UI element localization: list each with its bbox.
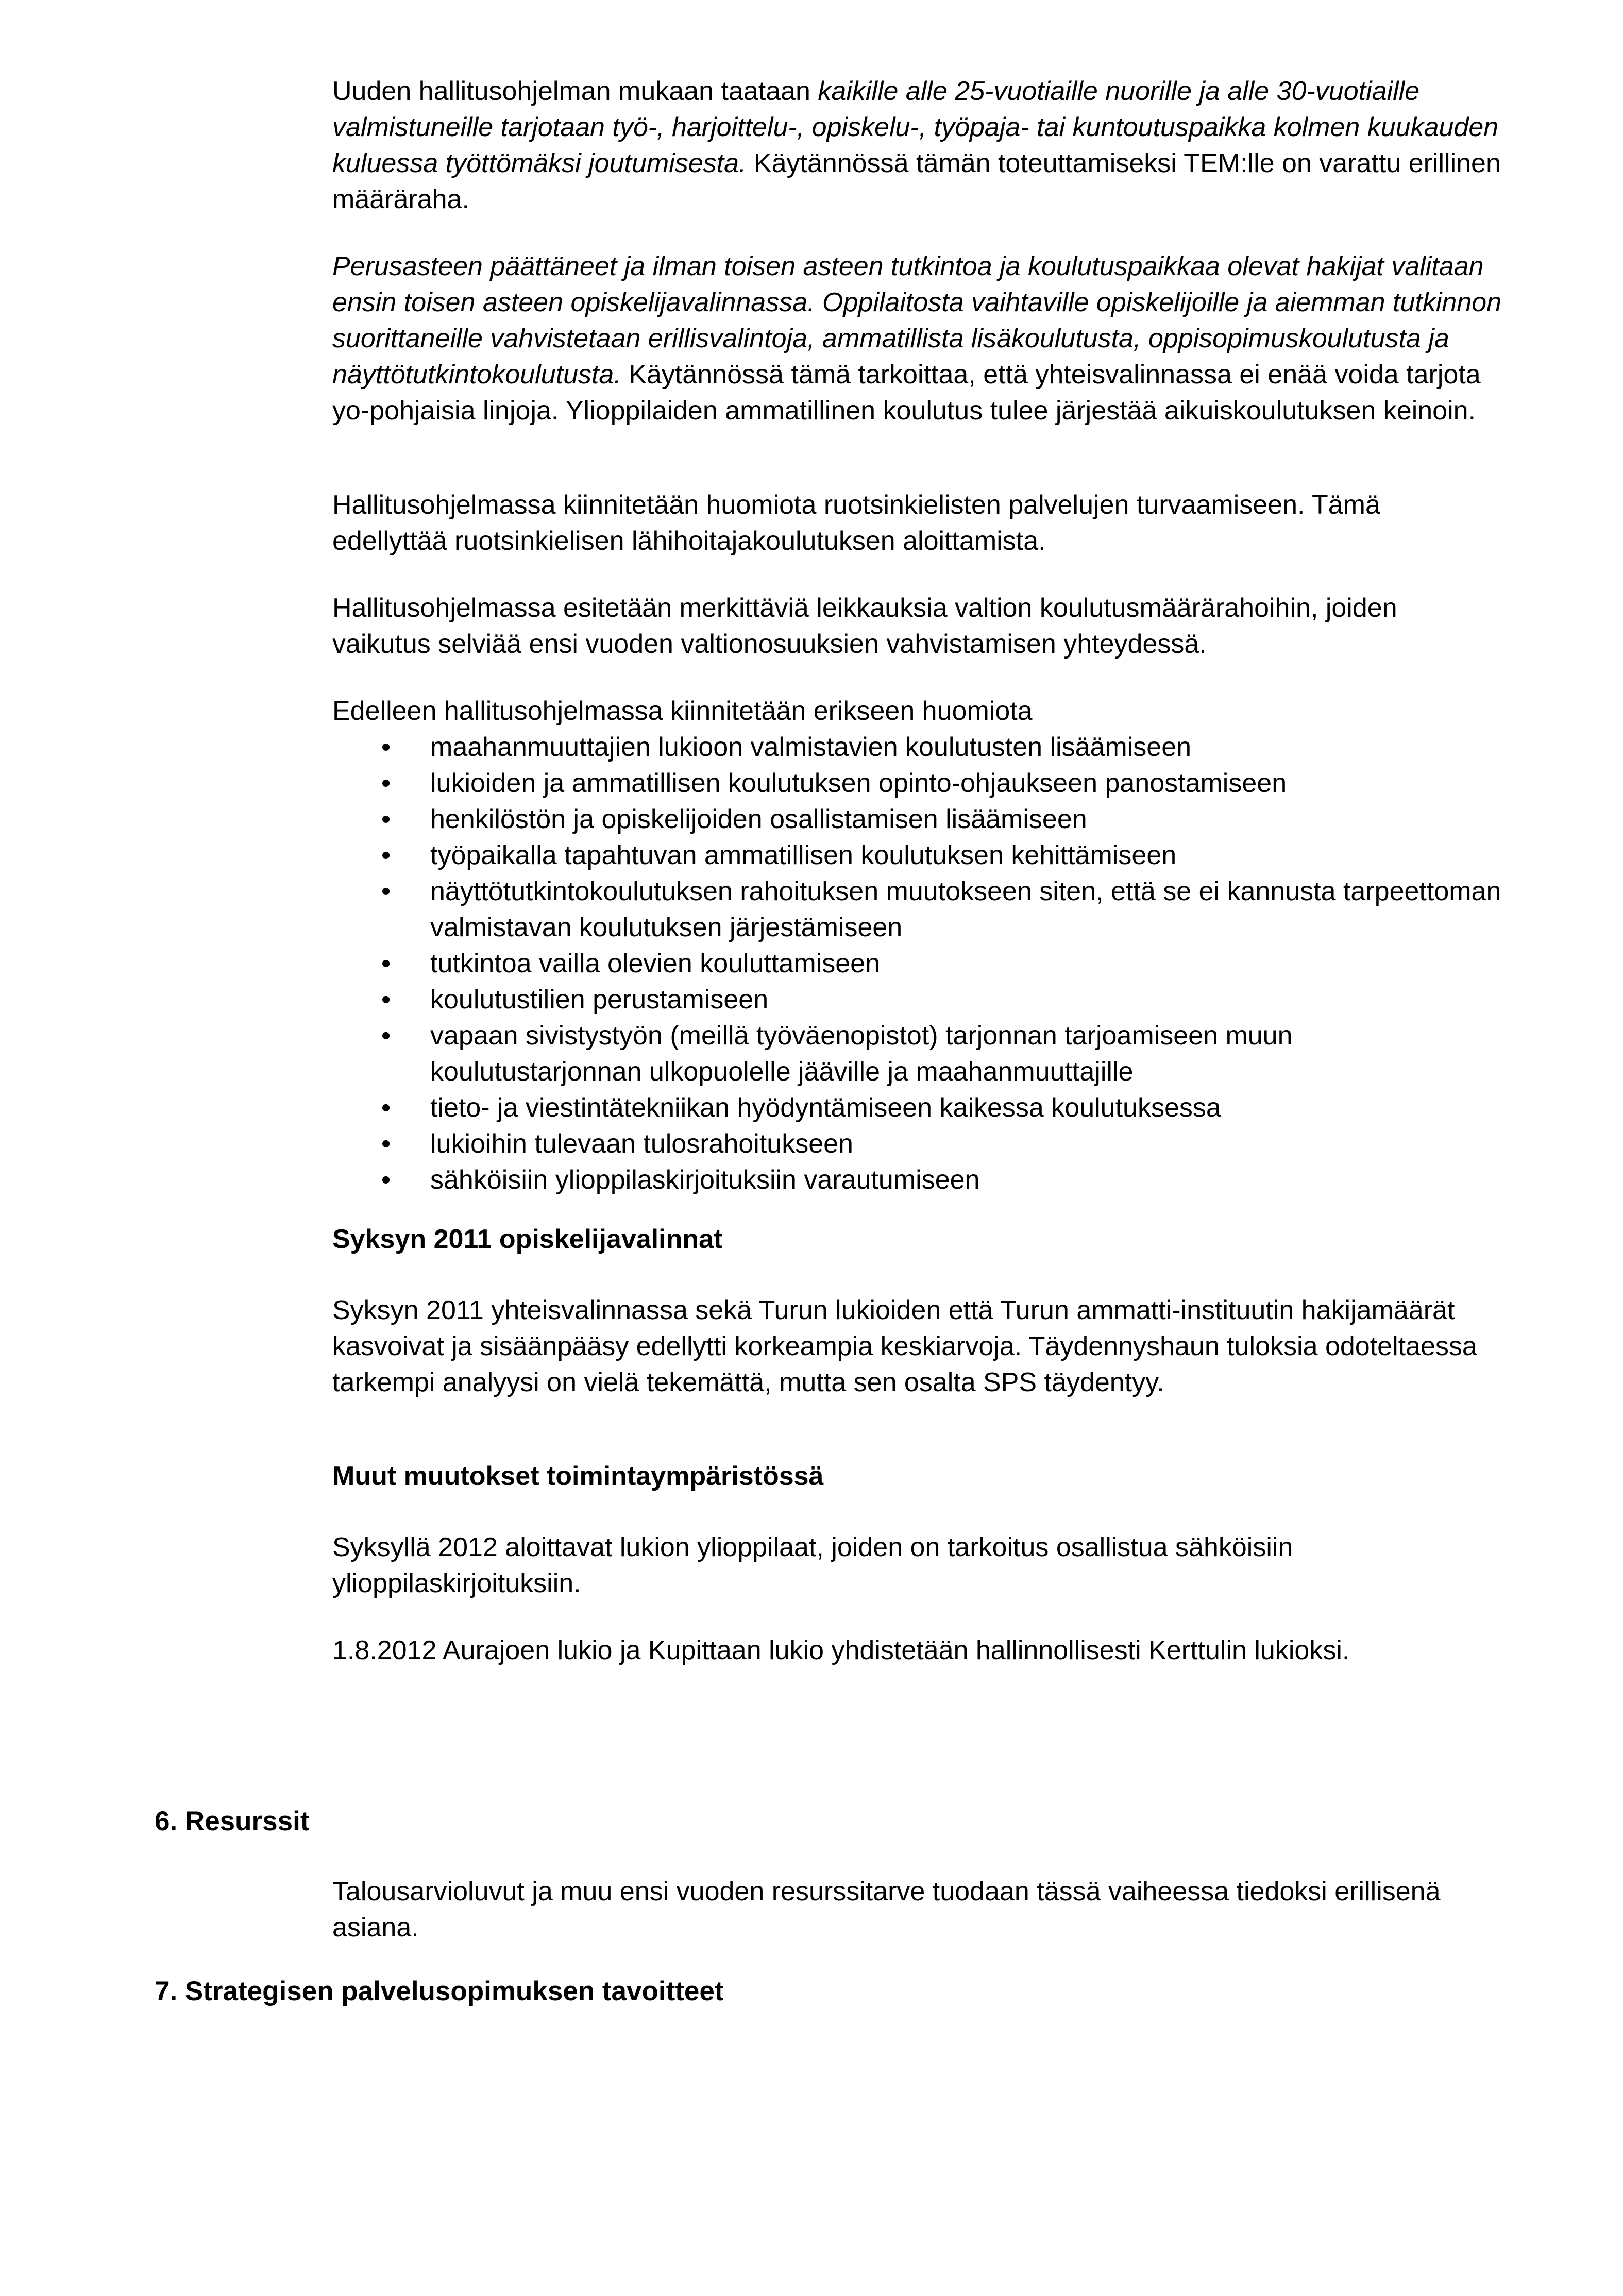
- section-heading-resources: 6. Resurssit: [155, 1806, 310, 1836]
- paragraph-youth-guarantee: [332, 73, 1502, 217]
- paragraph-text: Käytännössä tämä tarkoittaa, että yhteisvalinnassa ei enää voida tarjota yo-pohjaisia linjoja. Ylioppilaiden ammatillinen koulutus tulee järjestää aikuiskoulutuksen keinoin.: [332, 360, 1481, 426]
- paragraph-text: Uuden hallitusohjelman mukaan taataan: [332, 76, 818, 106]
- list-item: • sähköisiin ylioppilaskirjoituksiin varautumiseen: [332, 1162, 1502, 1198]
- paragraph-student-selection: [332, 248, 1502, 429]
- paragraph-swedish-services: Hallitusohjelmassa kiinnitetään huomiota ruotsinkielisten palvelujen turvaamiseen. Tämä edellyttää ruotsinkielisen lähihoitajakoulutuksen aloittamista.: [332, 490, 1380, 556]
- list-item: • koulutustilien perustamiseen: [332, 982, 1502, 1018]
- list-item: • tutkintoa vailla olevien kouluttamiseen: [332, 946, 1502, 982]
- paragraph-budget-cuts: Hallitusohjelmassa esitetään merkittäviä leikkauksia valtion koulutusmäärärahoihin, joiden vaikutus selviää ensi vuoden valtionosuuksien vahvistamisen yhteydessä.: [332, 593, 1397, 659]
- paragraph-attention-intro: Edelleen hallitusohjelmassa kiinnitetään erikseen huomiota: [332, 696, 1033, 726]
- list-item: • lukioihin tulevaan tulosrahoitukseen: [332, 1126, 1502, 1162]
- list-item: • työpaikalla tapahtuvan ammatillisen koulutuksen kehittämiseen: [332, 837, 1502, 873]
- list-item: • vapaan sivistystyön (meillä työväenopistot) tarjonnan tarjoamiseen muun koulutustarjonnan ulkopuolelle jääville ja maahanmuuttajille: [332, 1018, 1502, 1090]
- paragraph-resources: Talousarvioluvut ja muu ensi vuoden resurssitarve tuodaan tässä vaiheessa tiedoksi erillisenä asiana.: [332, 1877, 1441, 1943]
- list-item: • henkilöstön ja opiskelijoiden osallistamisen lisäämiseen: [332, 801, 1502, 837]
- section-heading-strategic-goals: 7. Strategisen palvelusopimuksen tavoitteet: [155, 1976, 724, 2006]
- subheading-other-changes: Muut muutokset toimintaympäristössä: [332, 1461, 824, 1491]
- list-item: • näyttötutkintokoulutuksen rahoituksen muutokseen siten, että se ei kannusta tarpeettoman valmistavan koulutuksen järjestämiseen: [332, 873, 1502, 946]
- italic-text: Perusasteen päättäneet ja ilman toisen asteen tutkintoa ja koulutuspaikkaa olevat hakijat valitaan ensin toisen asteen opiskelijavalinnassa. Oppilaitosta vaihtaville opiskelijoille ja aiemman tutkinnon suorittaneille vahvistetaan erillisvalintoja, ammatillista lisäkoulutusta, oppisopimuskoulutusta ja näyttötutkintokoulutusta.: [332, 251, 1502, 390]
- list-item: • maahanmuuttajien lukioon valmistavien koulutusten lisäämiseen: [332, 729, 1502, 765]
- paragraph-autumn-selections: Syksyn 2011 yhteisvalinnassa sekä Turun lukioiden että Turun ammatti-instituutin hakijamäärät kasvoivat ja sisäänpääsy edellytti korkeampia keskiarvoja. Täydennyshaun tuloksia odoteltaessa tarkempi analyysi on vielä tekemättä, mutta sen osalta SPS täydentyy.: [332, 1295, 1477, 1397]
- list-item: • lukioiden ja ammatillisen koulutuksen opinto-ohjaukseen panostamiseen: [332, 765, 1502, 801]
- paragraph-electronic-exams: Syksyllä 2012 aloittavat lukion ylioppilaat, joiden on tarkoitus osallistua sähköisiin ylioppilaskirjoituksiin.: [332, 1532, 1293, 1598]
- attention-bullet-list: [332, 729, 1502, 1198]
- italic-text: kaikille alle 25-vuotiaille nuorille ja alle 30-vuotiaille valmistuneille tarjotaan työ-, harjoittelu-, opiskelu-, työpaja- tai kuntoutuspaikka kolmen kuukauden kuluessa työttömäksi joutumisesta.: [332, 76, 1499, 178]
- paragraph-text: Käytännössä tämän toteuttamiseksi TEM:lle on varattu erillinen määräraha.: [332, 148, 1501, 214]
- list-item: • tieto- ja viestintätekniikan hyödyntämiseen kaikessa koulutuksessa: [332, 1090, 1502, 1126]
- subheading-autumn-selections: Syksyn 2011 opiskelijavalinnat: [332, 1224, 723, 1254]
- paragraph-school-merger: 1.8.2012 Aurajoen lukio ja Kupittaan lukio yhdistetään hallinnollisesti Kerttulin lukioksi.: [332, 1635, 1350, 1665]
